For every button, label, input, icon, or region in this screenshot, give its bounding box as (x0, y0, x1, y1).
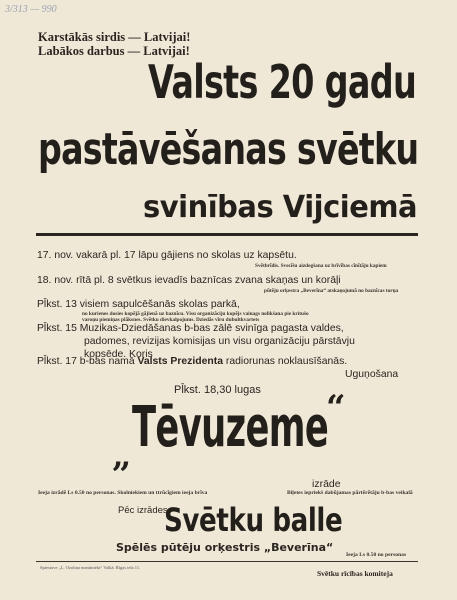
ball-after-label: Pēc izrādes (118, 505, 168, 516)
slogan-1: Karstākās sirdis — Latvijai! (38, 30, 191, 44)
event-3-note: no kurienes dosies kopējā gājienā uz baznīcu. Visu organizāciju kopējs vainags nolikšana pie kritušo varoņu piemiņas plāksnes. Svētku dievkalpojums. Dziedās vīru dubultkvartets (82, 311, 309, 323)
play-after: izrāde (312, 478, 341, 490)
committee-signature: Svētku rīcības komiteja (317, 569, 393, 578)
title-line-2: pastāvēšanas svētku (38, 124, 419, 175)
play-quote-open: „ (112, 436, 132, 476)
play-time: Pl̄kst. 18,30 lugas (174, 384, 261, 396)
event-2-text: 18. nov. rītā pl. 8 svētkus ievadīs baznīcas zvana skaņas un korāļi (37, 275, 341, 286)
event-1-note: Svētbrīdis. Svecīšu aizdegšana uz brīvības cīnītāju kapiem (255, 263, 387, 269)
event-5-post: radiorunas noklausīšanās. (222, 356, 348, 367)
printer-imprint: Spiestuve „L. Ozoliņa mantinieki“ Valkā. Rīgas iela 11. (40, 565, 141, 570)
archive-mark: 3/313 — 990 (5, 4, 57, 15)
header-rule (36, 233, 418, 236)
play-title: Tēvuzeme (132, 395, 329, 460)
subtitle: svinības Vijciemā (143, 190, 418, 225)
slogan-2: Labākos darbus — Latvijai! (38, 44, 190, 58)
event-5-text2: Uguņošana (345, 369, 399, 380)
event-1-text: 17. nov. vakarā pl. 17 lāpu gājiens no skolas uz kapsētu. (37, 250, 297, 261)
title-line-1: Valsts 20 gadu (148, 55, 417, 109)
event-4-text3: kopsēde. Koris (84, 349, 153, 360)
ball-entry: Ieeja Ls 0.50 no personas (346, 552, 407, 558)
event-4-text: Pl̄kst. 15 Muzikas-Dziedāšanas b-bas zālē svinīga pagasta valdes, (37, 323, 344, 334)
event-5-text (37, 356, 347, 367)
play-entry-left: Ieeja izrādē Ls 0.50 no personas. Skolniekiem un ttrūcīgiem ieeja brīva (38, 490, 208, 496)
event-5-pre: Pl̄kst. 17 b-bas namā (37, 356, 138, 367)
event-5-bold: Valsts Prezidenta (137, 356, 223, 367)
event-3-text: Pl̄kst. 13 visiem sapulcēšanās skolas parkā, (37, 299, 240, 310)
ball-title: Svētku balle (164, 501, 343, 539)
ball-music: Spēlēs pūtēju orķestris „Beverīna“ (116, 541, 334, 554)
footer-rule (36, 561, 418, 562)
event-2-note: pūtēju orķestra „Beverīna“ atskaņojumā no baznīcas torņa (264, 288, 399, 294)
event-4-text2: padomes, revizijas komisijas un visu organizāciju pārstāvju (84, 336, 355, 347)
play-quote-close: “ (326, 388, 346, 428)
play-entry-right: Biļetes iepriekš dabūjamas pārtērētāju b-bas veikalā (287, 490, 413, 496)
